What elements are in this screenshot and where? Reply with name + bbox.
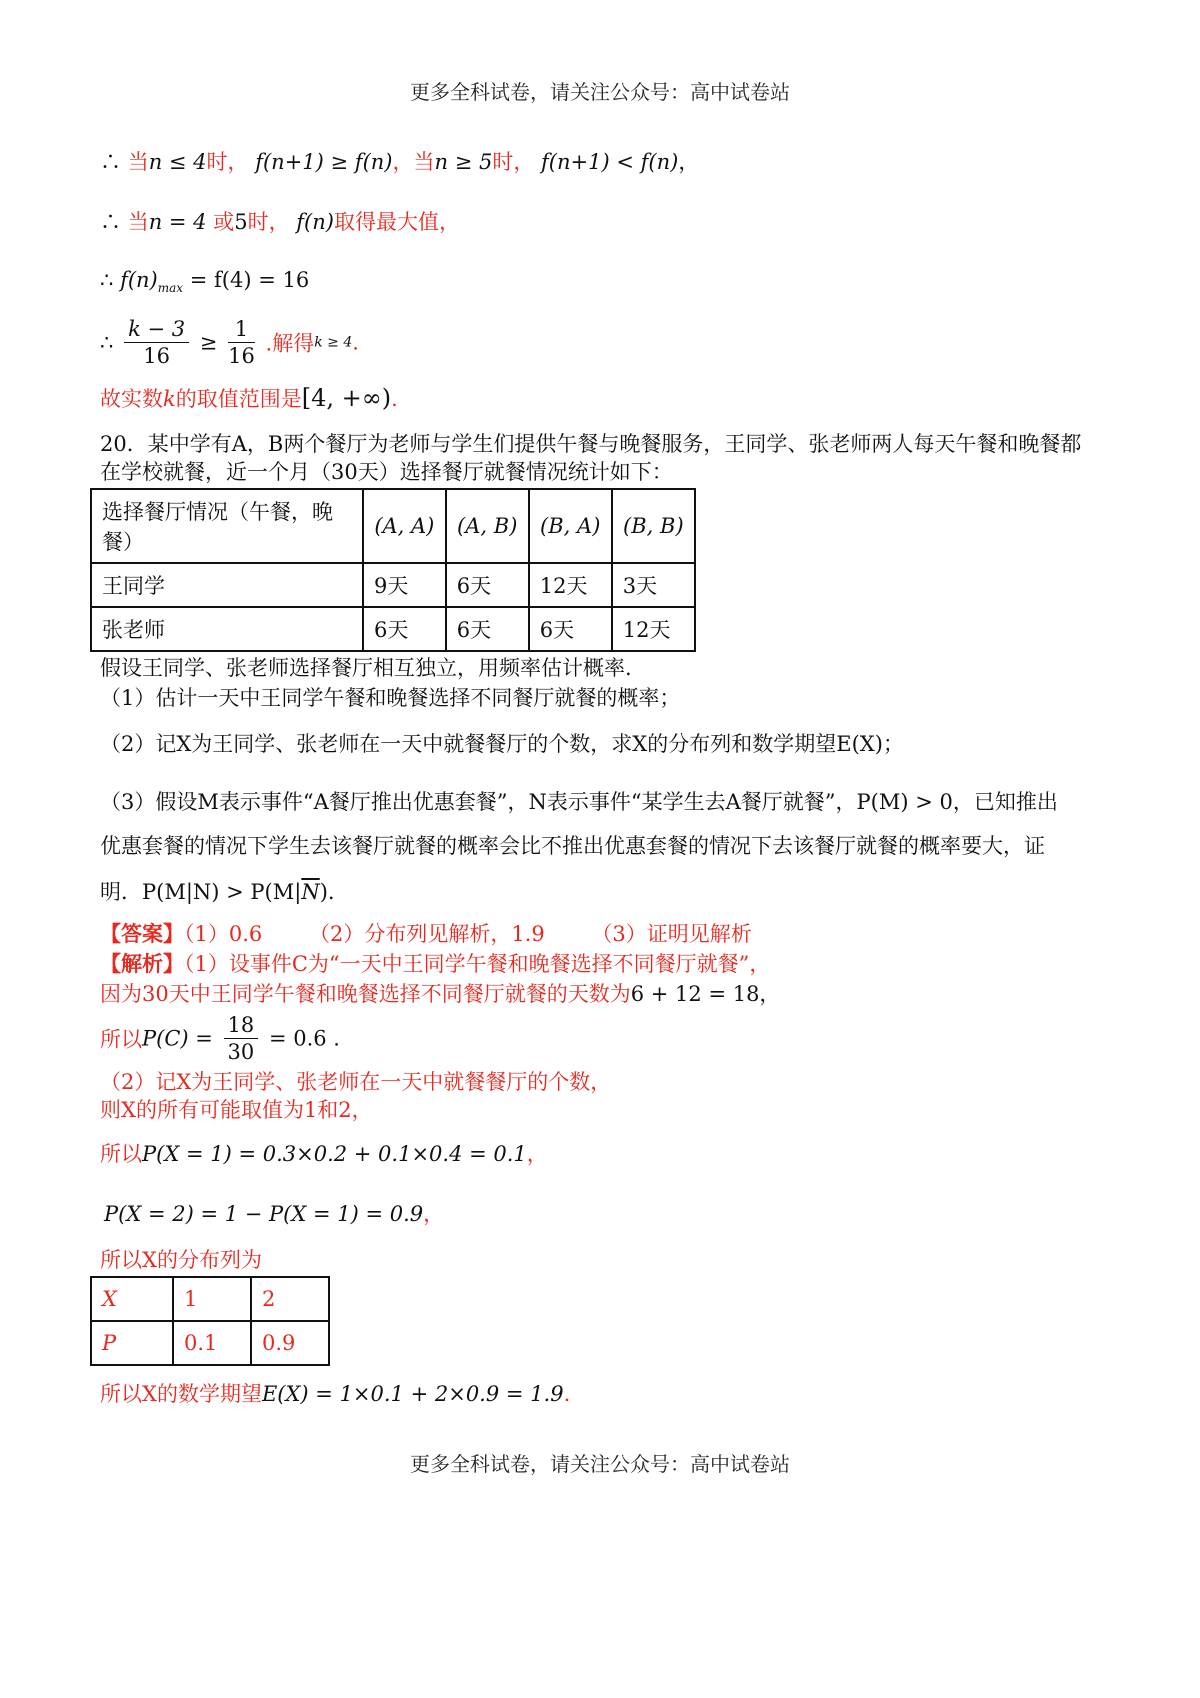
table-row: [91, 607, 695, 651]
solution-line-3: ∴ $f(n)_{max} = f(4) = 16$: [100, 268, 310, 296]
distribution-table: [90, 1276, 330, 1366]
table-row: [91, 563, 695, 607]
fraction-k-minus-3-over-16: $\frac{k - 3}{16}$: [124, 316, 189, 369]
table-header-cell: 选择餐厅情况（午餐，晚餐）: [91, 489, 363, 563]
table-cell: 6天: [446, 563, 529, 607]
table-header-cell: (A, A): [363, 489, 446, 563]
table-header-row: [91, 489, 695, 563]
table-cell: 9天: [363, 563, 446, 607]
question-3-line-1: （3）假设M表示事件“A餐厅推出优惠套餐”，N表示事件“某学生去A餐厅就餐”，P(M) > 0，已知推出: [100, 790, 1058, 814]
table-cell: 6天: [529, 607, 612, 651]
question-3-line-2: 优惠套餐的情况下学生去该餐厅就餐的概率会比不推出优惠套餐的情况下去该餐厅就餐的概率要大，证: [100, 834, 1045, 858]
question-1: （1）估计一天中王同学午餐和晚餐选择不同餐厅就餐的概率；: [100, 686, 681, 710]
fraction-18-over-30: $\frac{18}{30}$: [224, 1012, 259, 1065]
table-cell: 3天: [612, 563, 695, 607]
analysis-line-8: 所以X的分布列为: [100, 1248, 262, 1272]
solution-line-5: 故实数k的取值范围是[4, +∞).: [100, 384, 398, 412]
restaurant-choice-table: [90, 488, 696, 652]
table-header-cell: (B, B): [612, 489, 695, 563]
table-cell: 12天: [612, 607, 695, 651]
page-header: 更多全科试卷，请关注公众号：高中试卷站: [410, 80, 790, 104]
table-header-cell: (A, B): [446, 489, 529, 563]
solution-line-2: ∴ 当n = 4 或5时， f(n)取得最大值，: [100, 210, 460, 234]
table-cell: 0.1: [173, 1321, 251, 1365]
table-cell: 12天: [529, 563, 612, 607]
analysis-label: 【解析】: [100, 951, 184, 976]
solution-line-1: ∴ 当n ≤ 4时， f(n+1) ≥ f(n)，当n ≥ 5时， f(n+1) < f(n)，: [100, 150, 700, 174]
analysis-line-2: 因为30天中王同学午餐和晚餐选择不同餐厅就餐的天数为6 + 12 = 18，: [100, 982, 781, 1006]
analysis-line-6: 所以P(X = 1) = 0.3×0.2 + 0.1×0.4 = 0.1，: [100, 1142, 548, 1166]
problem-line-2: 在学校就餐，近一个月（30天）选择餐厅就餐情况统计如下：: [100, 460, 673, 484]
question-2: （2）记X为王同学、张老师在一天中就餐餐厅的个数，求X的分布列和数学期望E(X)；: [100, 732, 904, 756]
table-cell: 6天: [446, 607, 529, 651]
table-cell: 0.9: [251, 1321, 329, 1365]
analysis-line-5: 则X的所有可能取值为1和2，: [100, 1098, 373, 1122]
table-row: [91, 1277, 329, 1321]
problem-line-1: 20．某中学有A，B两个餐厅为老师与学生们提供午餐与晚餐服务，王同学、张老师两人每天午餐和晚餐都: [100, 432, 1082, 456]
analysis-line-1: 【解析】（1）设事件C为“一天中王同学午餐和晚餐选择不同餐厅就餐”，: [100, 951, 771, 976]
therefore-symbol: ∴: [100, 268, 114, 292]
analysis-line-9: 所以X的数学期望E(X) = 1×0.1 + 2×0.9 = 1.9.: [100, 1382, 571, 1406]
therefore-symbol: ∴: [100, 150, 121, 174]
fraction-1-over-16: $\frac{1}{16}$: [228, 317, 255, 368]
table-row: [91, 1321, 329, 1365]
therefore-symbol: ∴: [100, 330, 114, 355]
table-cell: 王同学: [91, 563, 363, 607]
analysis-line-3: 所以P(C) = $\frac{18}{30}$ = 0.6 .: [100, 1013, 340, 1064]
table-cell: P: [91, 1321, 173, 1365]
table-cell: 张老师: [91, 607, 363, 651]
therefore-symbol: ∴: [100, 210, 121, 234]
solution-line-4: ∴ $\frac{k - 3}{16}$ ≥ $\frac{1}{16}$ .解得k ≥ 4.: [100, 317, 359, 368]
answer-label: 【答案】: [100, 921, 184, 946]
problem-assumption: 假设王同学、张老师选择餐厅相互独立，用频率估计概率.: [100, 656, 632, 680]
table-cell: 1: [173, 1277, 251, 1321]
table-cell: X: [91, 1277, 173, 1321]
table-cell: 6天: [363, 607, 446, 651]
n-bar: $\overline{N}$: [301, 880, 320, 904]
table-cell: 2: [251, 1277, 329, 1321]
page-footer: 更多全科试卷，请关注公众号：高中试卷站: [410, 1452, 790, 1476]
question-3-line-3: 明．$P(M|N) > P(M|\overline{N})$.: [100, 880, 335, 904]
analysis-line-7: P(X = 2) = 1 − P(X = 1) = 0.9，: [104, 1202, 445, 1226]
analysis-line-4: （2）记X为王同学、张老师在一天中就餐餐厅的个数，: [100, 1070, 612, 1094]
answer-line: 【答案】（1）0.6 （2）分布列见解析，1.9 （3）证明见解析: [100, 921, 752, 946]
table-header-cell: (B, A): [529, 489, 612, 563]
